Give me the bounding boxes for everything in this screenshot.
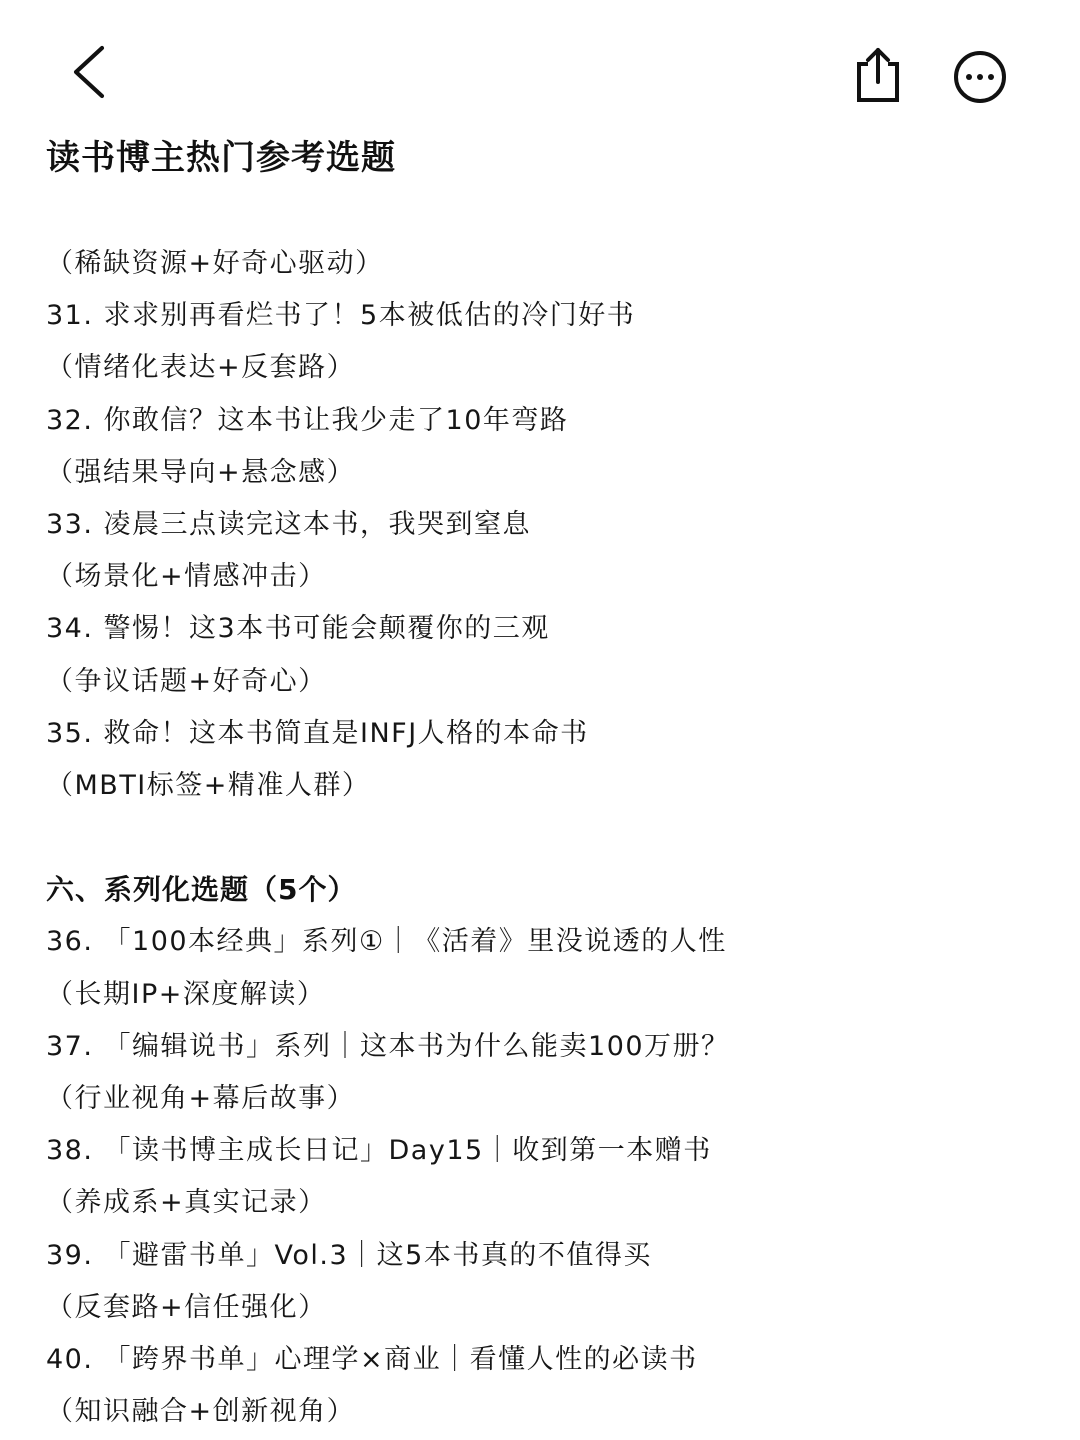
topic-item-note: （场景化+情感冲击） [46,561,327,593]
topic-item-note: （争议话题+好奇心） [46,665,327,697]
topic-item-title: 37. 「编辑说书」系列｜这本书为什么能卖100万册？ [46,1030,730,1062]
topic-item-title: 35. 救命！这本书简直是INFJ人格的本命书 [46,717,589,749]
top-bar [0,0,1080,130]
more-horizontal-icon[interactable] [948,46,1012,110]
topic-item-title: 31. 求求别再看烂书了！5本被低估的冷门好书 [46,300,636,332]
topic-item-note: （情绪化表达+反套路） [46,352,356,384]
topic-item-title: 33. 凌晨三点读完这本书，我哭到窒息 [46,508,532,540]
topic-item-note: （知识融合+创新视角） [46,1396,356,1428]
topic-item-note: （强结果导向+悬念感） [46,456,356,488]
topic-item-title: 34. 警惕！这3本书可能会颠覆你的三观 [46,613,550,645]
section-spacer [46,812,1046,864]
topic-item-note: （长期IP+深度解读） [46,978,326,1010]
topic-item-title: 32. 你敢信？这本书让我少走了10年弯路 [46,404,569,436]
topic-item-title: 39. 「避雷书单」Vol.3｜这5本书真的不值得买 [46,1239,652,1271]
topic-item-note: （反套路+信任强化） [46,1291,327,1323]
intro-note: （稀缺资源+好奇心驱动） [46,248,384,279]
topic-item-title: 40. 「跨界书单」心理学×商业｜看懂人性的必读书 [46,1343,698,1375]
page-title: 读书博主热门参考选题 [46,138,396,178]
topic-item-title: 38. 「读书博主成长日记」Day15｜收到第一本赠书 [46,1135,712,1167]
topic-item-note: （行业视角+幕后故事） [46,1083,356,1114]
chevron-left-icon[interactable] [62,40,122,104]
topic-item-title: 36. 「100本经典」系列①｜《活着》里没说透的人性 [46,926,727,958]
section-heading: 六、系列化选题（5个） [46,873,357,907]
topic-item-note: （MBTI标签+精准人群） [46,769,371,801]
topic-list [46,238,1046,1438]
share-icon[interactable] [846,42,910,108]
topic-item-note: （养成系+真实记录） [46,1187,327,1219]
